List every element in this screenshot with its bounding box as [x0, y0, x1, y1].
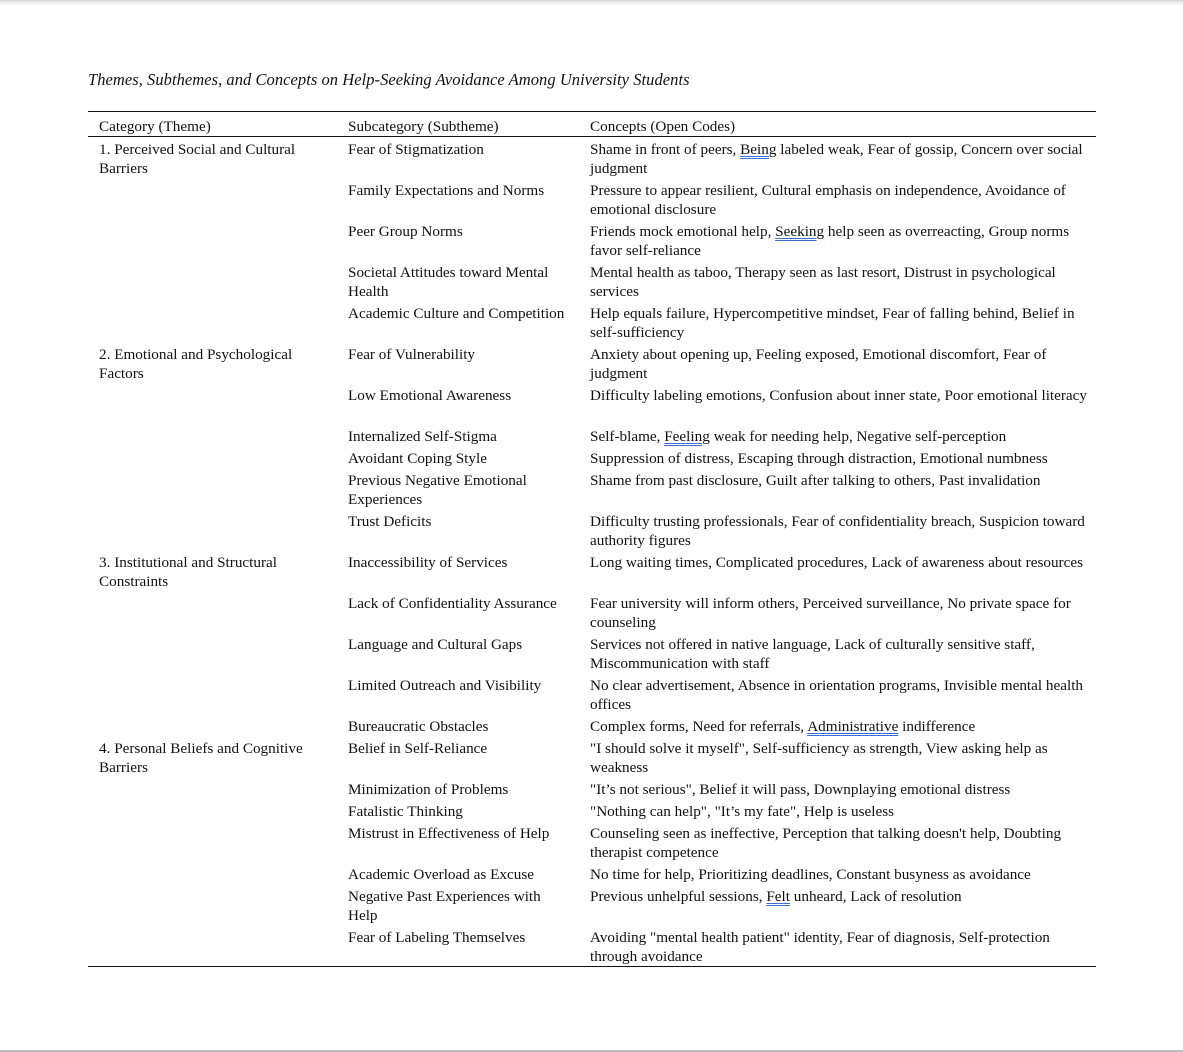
category-cell — [88, 799, 337, 821]
subcategory-cell: Fear of Stigmatization — [348, 141, 484, 158]
subcategory-cell: Belief in Self-Reliance — [348, 740, 488, 757]
concepts-text: Counseling seen as ineffective, Perception that talking doesn't help, Doubting therapist competence — [590, 825, 1062, 861]
table-row — [88, 137, 1096, 179]
category-cell — [88, 884, 337, 925]
table-row — [88, 509, 1096, 550]
category-cell — [88, 862, 337, 884]
subcategory-cell: Bureaucratic Obstacles — [348, 718, 489, 735]
concepts-cell — [579, 383, 1096, 424]
concepts-cell — [579, 925, 1096, 967]
grammar-flagged-word[interactable]: Administrative — [807, 718, 899, 735]
table-row — [88, 301, 1096, 342]
subcategory-cell: Societal Attitudes toward Mental Health — [348, 264, 549, 300]
concepts-text: Fear university will inform others, Perceived surveillance, No private space for counseling — [590, 595, 1071, 631]
column-header-category: Category (Theme) — [99, 118, 211, 135]
table-row — [88, 383, 1096, 424]
concepts-text: Mental health as taboo, Therapy seen as last resort, Distrust in psychological services — [590, 264, 1056, 300]
table-row — [88, 591, 1096, 632]
category-cell — [88, 468, 337, 509]
concepts-text: help seen as overreacting, Group norms favor self-reliance — [590, 223, 1070, 259]
concepts-text: Services not offered in native language, Lack of culturally sensitive staff, Miscommunication with staff — [590, 636, 1035, 672]
concepts-cell — [579, 178, 1096, 219]
table-row — [88, 424, 1096, 446]
concepts-cell — [579, 342, 1096, 383]
concepts-cell — [579, 446, 1096, 468]
concepts-text: Shame from past disclosure, Guilt after talking to others, Past invalidation — [590, 472, 1041, 489]
table-row — [88, 777, 1096, 799]
category-cell — [88, 219, 337, 260]
category-cell — [88, 509, 337, 550]
concepts-cell — [579, 673, 1096, 714]
table-row — [88, 260, 1096, 301]
subcategory-cell: Fear of Vulnerability — [348, 346, 476, 363]
category-cell — [88, 632, 337, 673]
concepts-cell — [579, 884, 1096, 925]
subcategory-cell: Peer Group Norms — [348, 223, 463, 240]
concepts-cell — [579, 424, 1096, 446]
table-row — [88, 862, 1096, 884]
concepts-text: Difficulty trusting professionals, Fear of confidentiality breach, Suspicion toward authority figures — [590, 513, 1085, 549]
table-row — [88, 550, 1096, 591]
table-row — [88, 821, 1096, 862]
table-row — [88, 736, 1096, 777]
category-cell — [88, 301, 337, 342]
subcategory-cell: Minimization of Problems — [348, 781, 509, 798]
concepts-cell — [579, 821, 1096, 862]
table-body — [88, 137, 1096, 967]
table-header-row — [88, 112, 1096, 137]
concepts-text: "It’s not serious", Belief it will pass, Downplaying emotional distress — [590, 781, 1011, 798]
concepts-cell — [579, 550, 1096, 591]
themes-table — [88, 111, 1096, 967]
subcategory-cell: Language and Cultural Gaps — [348, 636, 523, 653]
category-cell — [88, 260, 337, 301]
concepts-cell — [579, 862, 1096, 884]
subcategory-cell: Family Expectations and Norms — [348, 182, 545, 199]
table-row — [88, 219, 1096, 260]
grammar-flagged-word[interactable]: Felt — [766, 888, 790, 905]
concepts-cell — [579, 799, 1096, 821]
concepts-cell — [579, 137, 1096, 179]
table-row — [88, 446, 1096, 468]
concepts-text: Suppression of distress, Escaping through distraction, Emotional numbness — [590, 450, 1048, 467]
subcategory-cell: Fear of Labeling Themselves — [348, 929, 526, 946]
category-cell — [88, 925, 337, 967]
category-cell: 4. Personal Beliefs and Cognitive Barriers — [99, 740, 303, 776]
concepts-text: Difficulty labeling emotions, Confusion about inner state, Poor emotional literacy — [590, 387, 1088, 404]
concepts-text: indifference — [898, 718, 976, 735]
concepts-text: Pressure to appear resilient, Cultural emphasis on independence, Avoidance of emotional disclosure — [590, 182, 1066, 218]
concepts-cell — [579, 777, 1096, 799]
concepts-text: weak for needing help, Negative self-perception — [709, 428, 1007, 445]
concepts-text: Long waiting times, Complicated procedures, Lack of awareness about resources — [590, 554, 1084, 571]
subcategory-cell: Mistrust in Effectiveness of Help — [348, 825, 550, 842]
concepts-cell — [579, 632, 1096, 673]
table-row — [88, 884, 1096, 925]
concepts-cell — [579, 468, 1096, 509]
concepts-cell — [579, 736, 1096, 777]
concepts-cell — [579, 591, 1096, 632]
subcategory-cell: Negative Past Experiences with Help — [348, 888, 541, 924]
category-cell — [88, 383, 337, 424]
subcategory-cell: Inaccessibility of Services — [348, 554, 508, 571]
concepts-text: Complex forms, Need for referrals, — [590, 718, 808, 735]
category-cell: 2. Emotional and Psychological Factors — [99, 346, 293, 382]
category-cell: 3. Institutional and Structural Constraints — [99, 554, 278, 590]
category-cell — [88, 591, 337, 632]
table-row — [88, 925, 1096, 967]
category-cell: 1. Perceived Social and Cultural Barriers — [99, 141, 296, 177]
subcategory-cell: Limited Outreach and Visibility — [348, 677, 542, 694]
concepts-text: Self-blame, — [590, 428, 665, 445]
window-top-shadow — [0, 0, 1183, 6]
subcategory-cell: Avoidant Coping Style — [348, 450, 487, 467]
concepts-text: "Nothing can help", "It’s my fate", Help is useless — [590, 803, 895, 820]
table-row — [88, 714, 1096, 736]
subcategory-cell: Trust Deficits — [348, 513, 432, 530]
table-row — [88, 799, 1096, 821]
concepts-cell — [579, 509, 1096, 550]
subcategory-cell: Internalized Self-Stigma — [348, 428, 497, 445]
category-cell — [88, 777, 337, 799]
grammar-flagged-word[interactable]: Being — [740, 141, 777, 158]
concepts-text: Previous unhelpful sessions, — [590, 888, 767, 905]
category-cell — [88, 446, 337, 468]
concepts-text: No clear advertisement, Absence in orientation programs, Invisible mental health offices — [590, 677, 1084, 713]
category-cell — [88, 821, 337, 862]
subcategory-cell: Low Emotional Awareness — [348, 387, 512, 404]
subcategory-cell: Academic Culture and Competition — [348, 305, 565, 322]
concepts-cell — [579, 260, 1096, 301]
subcategory-cell: Academic Overload as Excuse — [348, 866, 534, 883]
concepts-text: Help equals failure, Hypercompetitive mindset, Fear of falling behind, Belief in self-sufficiency — [590, 305, 1075, 341]
concepts-text: Anxiety about opening up, Feeling exposed, Emotional discomfort, Fear of judgment — [590, 346, 1047, 382]
concepts-text: labeled weak, Fear of gossip, Concern over social judgment — [590, 141, 1083, 177]
category-cell — [88, 673, 337, 714]
column-header-subcategory: Subcategory (Subtheme) — [348, 118, 499, 135]
subcategory-cell: Lack of Confidentiality Assurance — [348, 595, 557, 612]
concepts-cell — [579, 219, 1096, 260]
table-caption: Themes, Subthemes, and Concepts on Help-Seeking Avoidance Among University Students — [88, 70, 690, 89]
grammar-flagged-word[interactable]: Feeling — [664, 428, 710, 445]
subcategory-cell: Fatalistic Thinking — [348, 803, 463, 820]
table-row — [88, 178, 1096, 219]
concepts-text: Friends mock emotional help, — [590, 223, 776, 240]
category-cell — [88, 714, 337, 736]
table-row — [88, 342, 1096, 383]
category-cell — [88, 424, 337, 446]
concepts-cell — [579, 301, 1096, 342]
category-cell — [88, 178, 337, 219]
concepts-text: Shame in front of peers, — [590, 141, 741, 158]
concepts-text: Avoiding "mental health patient" identity, Fear of diagnosis, Self-protection through avoidance — [590, 929, 1050, 965]
table-row — [88, 468, 1096, 509]
concepts-text: "I should solve it myself", Self-sufficiency as strength, View asking help as weakness — [590, 740, 1048, 776]
concepts-cell — [579, 714, 1096, 736]
column-header-concepts: Concepts (Open Codes) — [590, 118, 736, 135]
subcategory-cell: Previous Negative Emotional Experiences — [348, 472, 527, 508]
grammar-flagged-word[interactable]: Seeking — [775, 223, 825, 240]
concepts-text: unheard, Lack of resolution — [789, 888, 962, 905]
table-row — [88, 673, 1096, 714]
concepts-text: No time for help, Prioritizing deadlines, Constant busyness as avoidance — [590, 866, 1031, 883]
table-row — [88, 632, 1096, 673]
